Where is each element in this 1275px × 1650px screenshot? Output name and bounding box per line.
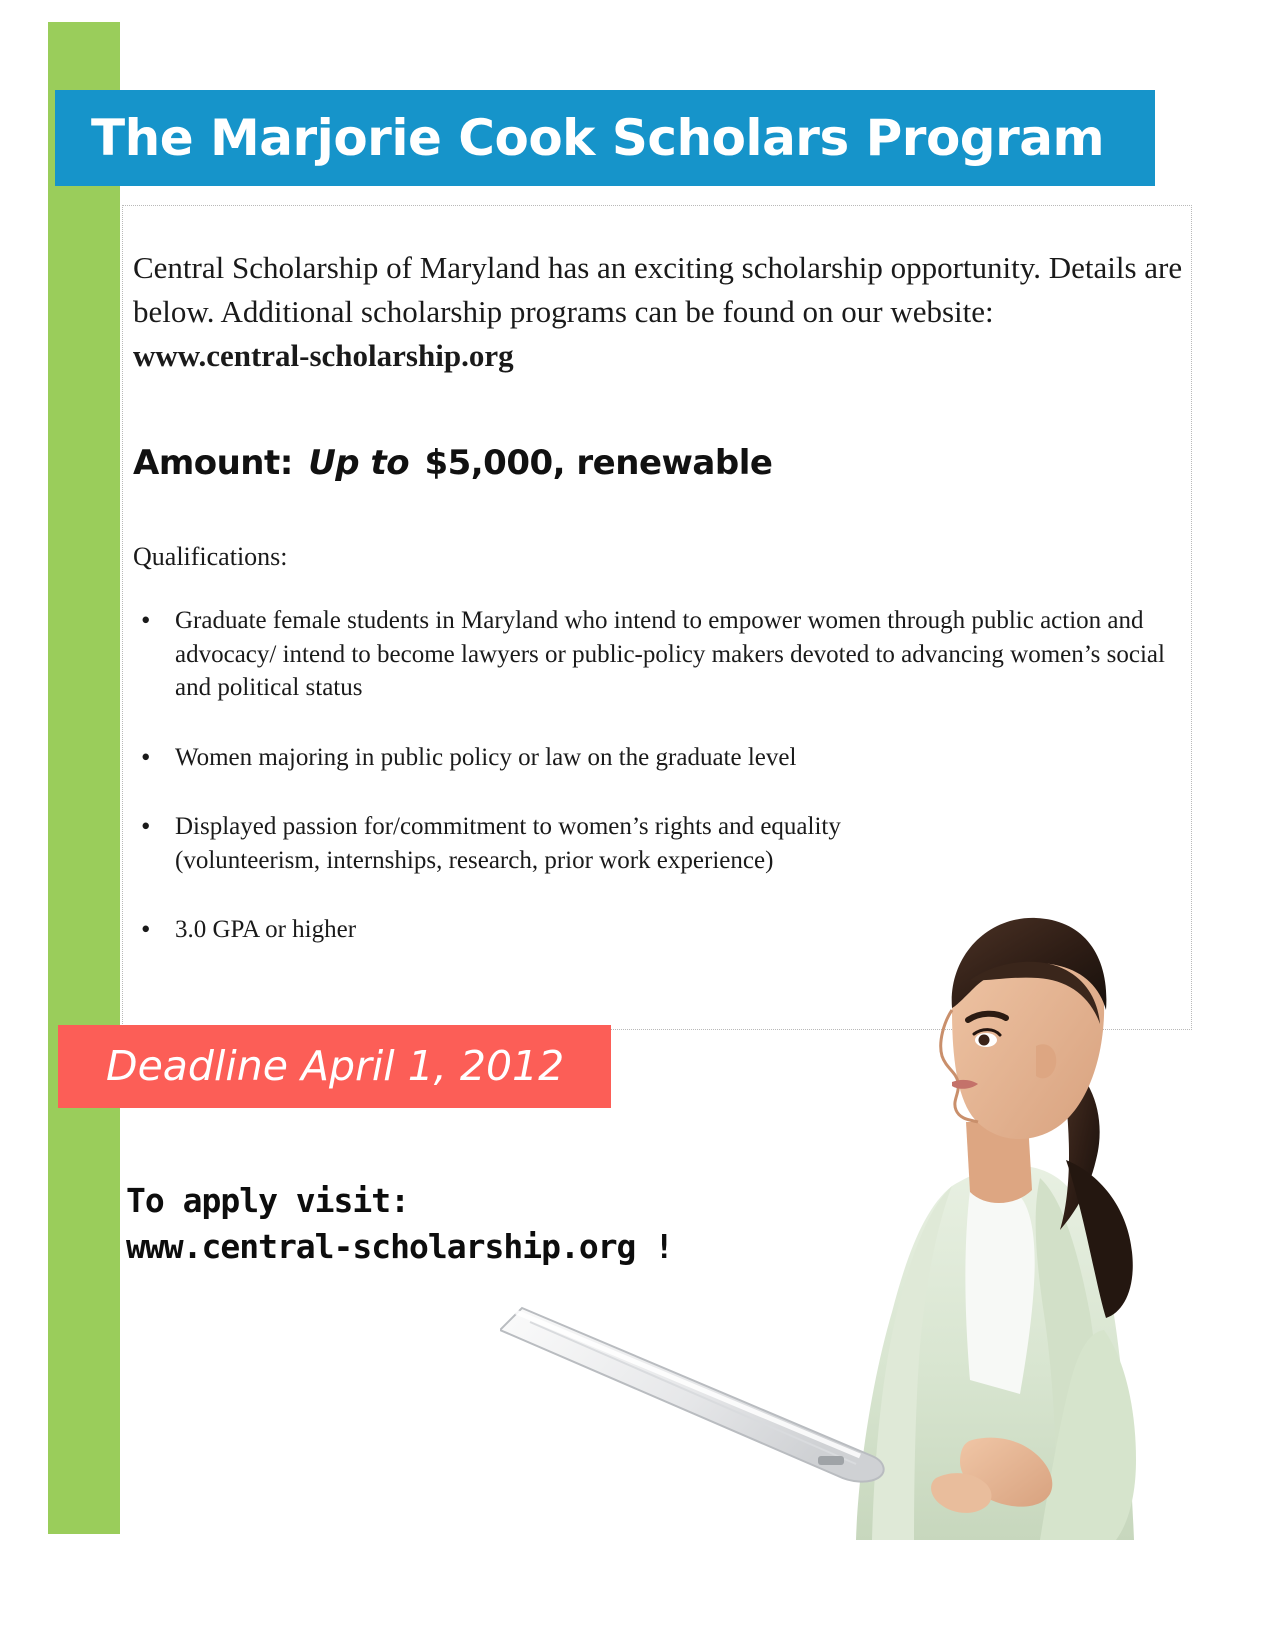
deadline-banner (58, 1025, 611, 1108)
qualifications-list (133, 604, 1188, 983)
list-item-line1: Women majoring in public policy or law on the graduate level (175, 743, 797, 771)
amount-value: $5,000, renewable (424, 443, 773, 483)
apply-website-link[interactable]: www.central-scholarship.org ! (126, 1227, 674, 1267)
list-item-line2: (volunteerism, internships, research, prior work experience) (175, 846, 774, 874)
list-item (133, 913, 1188, 947)
deadline-text: Deadline April 1, 2012 (106, 1042, 565, 1090)
intro-website-link[interactable]: www.central-scholarship.org (133, 338, 514, 374)
intro-paragraph (133, 246, 1193, 378)
list-item-line1: Graduate female students in Maryland who intend to empower women through (175, 607, 966, 634)
header-banner (55, 90, 1155, 186)
list-item-line1: Displayed passion for/commitment to women’s rights and equality (175, 813, 841, 840)
list-item (133, 604, 1188, 705)
left-accent-bar (48, 22, 120, 1534)
apply-line1: To apply visit: (126, 1181, 410, 1220)
list-item-line2: public action and advocacy/ intend to become lawyers or public-policy makers devoted (175, 607, 1144, 668)
list-item-line3: to advancing women’s social and political status (175, 640, 1165, 701)
intro-text: Central Scholarship of Maryland has an exciting scholarship opportunity. Details are below. Additional scholarship programs can be found on our website: (133, 250, 1183, 330)
amount-emphasis: Up to (308, 443, 410, 483)
page-title: The Marjorie Cook Scholars Program (91, 109, 1105, 167)
amount-label: Amount: (133, 443, 293, 483)
list-item-line1: 3.0 GPA or higher (175, 916, 357, 943)
qualifications-label: Qualifications: (133, 542, 288, 571)
amount-line (133, 443, 772, 483)
apply-block (126, 1178, 673, 1270)
list-item (133, 810, 1188, 877)
list-item (133, 741, 1188, 775)
